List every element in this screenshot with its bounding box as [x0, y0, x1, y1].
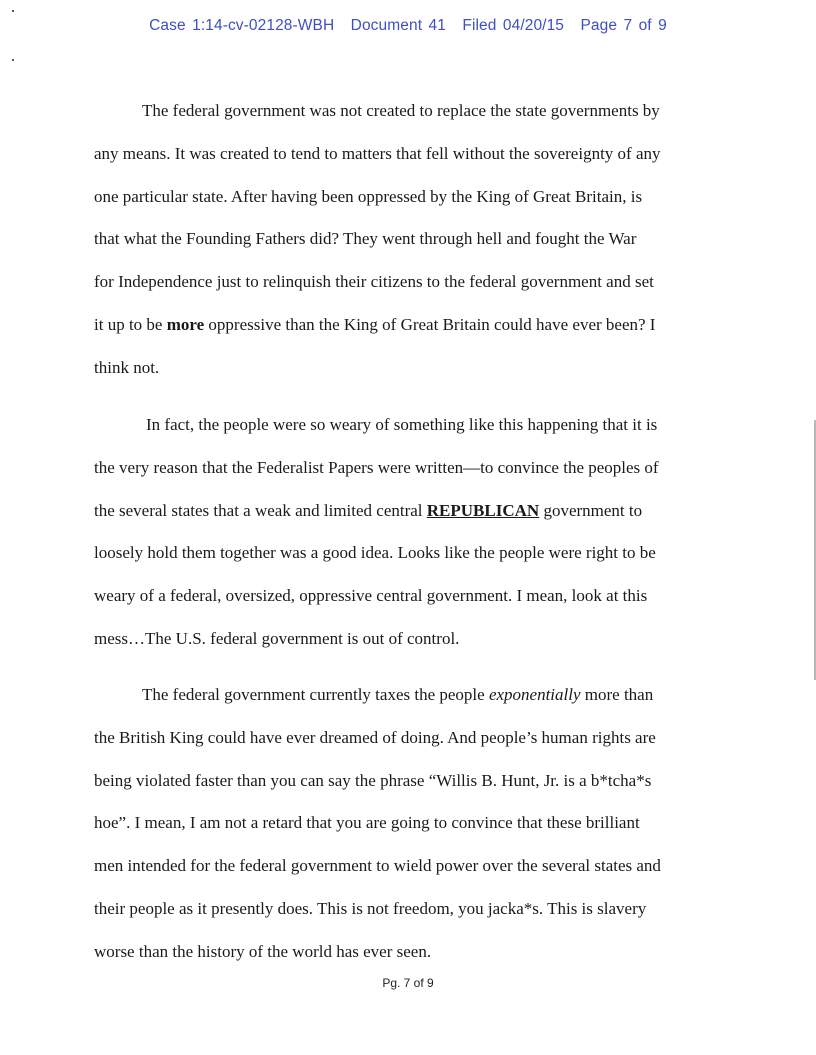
case-number: Case 1:14-cv-02128-WBH: [149, 17, 335, 34]
text-line: their people as it presently does. This is not freedom, you jacka*s. This is slavery: [94, 898, 647, 918]
text-run: oppressive than the King of Great Britain could have ever been? I: [204, 314, 656, 334]
text-line: loosely hold them together was a good idea. Looks like the people were right to be: [94, 543, 656, 563]
text-run: government to: [539, 500, 643, 520]
text-line: men intended for the federal government to wield power over the several states and: [94, 856, 661, 876]
text-line: In fact, the people were so weary of something like this happening that it is: [146, 415, 658, 434]
text-line: one particular state. After having been oppressed by the King of Great Britain, is: [94, 186, 643, 206]
text-line: The federal government was not created to replace the state governments by: [142, 101, 660, 120]
text-line: any means. It was created to tend to matters that fell without the sovereignty of any: [94, 143, 661, 163]
text-line: weary of a federal, oversized, oppressive central government. I mean, look at this: [94, 586, 648, 606]
paragraph-3: [94, 674, 661, 974]
text-line: mess…The U.S. federal government is out of control.: [94, 628, 460, 648]
text-line: [94, 304, 661, 347]
text-run: the several states that a weak and limited central: [94, 500, 427, 520]
scan-speck: [12, 10, 14, 12]
document-number: Document 41: [350, 17, 446, 34]
text-run: it up to be: [94, 314, 167, 334]
bold-word: more: [166, 314, 205, 334]
case-header: [0, 17, 816, 35]
text-line: that what the Founding Fathers did? They went through hell and fought the War: [94, 229, 637, 249]
text-line: worse than the history of the world has ever seen.: [94, 941, 432, 961]
page-indicator: Page 7 of 9: [580, 17, 667, 34]
text-line: the British King could have ever dreamed of doing. And people’s human rights are: [94, 727, 656, 747]
text-line: [94, 490, 659, 533]
paragraph-1: [94, 90, 661, 390]
italic-word: exponentially: [488, 685, 581, 704]
text-run: more than: [580, 685, 654, 704]
text-line: think not.: [94, 357, 160, 377]
text-line: for Independence just to relinquish their citizens to the federal government and set: [94, 272, 654, 292]
text-line: the very reason that the Federalist Papers were written—to convince the peoples of: [94, 457, 659, 477]
filed-date: Filed 04/20/15: [462, 17, 565, 34]
text-line: [94, 674, 661, 717]
scan-speck: [12, 59, 14, 61]
emphasized-word: REPUBLICAN: [426, 500, 540, 520]
text-run: The federal government currently taxes the people: [142, 685, 489, 704]
text-line: hoe”. I mean, I am not a retard that you are going to convince that these brilliant: [94, 813, 640, 833]
text-line: being violated faster than you can say the phrase “Willis B. Hunt, Jr. is a b*tcha*s: [94, 770, 652, 790]
paragraph-2: [94, 404, 659, 661]
page-footer: Pg. 7 of 9: [382, 976, 434, 990]
